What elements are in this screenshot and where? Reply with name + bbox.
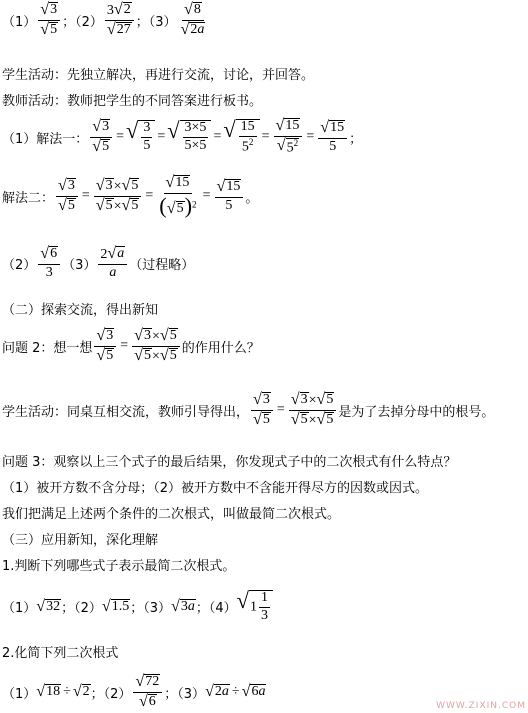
question2-prefix: 问题 2：想一想 <box>2 340 93 356</box>
method1-line: （1）解法一： √ 3 √ 5 = √ $\frac{3}{5}$ = √ $\frac{3\times 5}{5\times 5}$ = √ $\frac{15}{5^2}$ = √ 15 √ $5^2$ = √ 15 5 ； <box>2 117 363 156</box>
student-activity2-prefix: 学生活动：同桌互相交流，教师引导得出， <box>2 404 250 420</box>
ex2-label-2: ；（2） <box>90 686 132 702</box>
exercise1-items: （1） √ 32 ；（2） √ 1.5 ；（3） √ 3a ；（4） √ 1 $\frac{1}{3}$ <box>2 590 273 623</box>
method2-line: 解法二： √ 3 √ 5 = √ 3 × √ 5 √ 5 × √ 5 = √ 15 ( √ 5 )$^2$ = √ 15 5 。 <box>2 174 259 218</box>
ex1-label-1: （1） <box>2 601 37 617</box>
section3-title: （三）应用新知，深化理解 <box>2 533 159 548</box>
answers-line: （2） √ 6 3 （3） 2 √ a a （过程略） <box>2 245 195 280</box>
q1-label-3: ；（3） <box>135 14 177 30</box>
ex1-label-3: ；（3） <box>130 601 172 617</box>
answer-label-2: （2） <box>2 257 37 273</box>
answer-note: （过程略） <box>129 257 195 273</box>
method1-end: ； <box>349 131 363 147</box>
student-activity2-line: 学生活动：同桌互相交流，教师引导得出， √ 3 √ 5 = √ 3 × √ 5 √ 5 × √ 5 是为了去掉分母中的根号。 <box>2 391 495 428</box>
q1-label-1: （1） <box>2 14 37 30</box>
exercise2-title: 2.化简下列二次根式 <box>2 646 119 661</box>
ex1-label-4: ；（4） <box>195 601 237 617</box>
ex1-label-2: ；（2） <box>61 601 102 617</box>
question2-line: 问题 2：想一想 √ 3 √ 5 = √ 3 × √ 5 √ 5 × √ 5 的作用什么？ <box>2 327 260 364</box>
q1-label-2: ；（2） <box>62 14 103 30</box>
student-activity-text: 学生活动：先独立解决，再进行交流，讨论，并回答。 <box>2 68 315 83</box>
ex2-label-1: （1） <box>2 686 37 702</box>
student-activity2-suffix: 是为了去掉分母中的根号。 <box>338 404 495 420</box>
exercise1-title: 1.判断下列哪些式子表示最简二次根式。 <box>2 559 236 574</box>
ex2-label-3: ；（3） <box>164 686 206 702</box>
fraction-sqrt8-over-sqrt2a: √ 8 √ 2a <box>180 1 205 38</box>
teacher-activity-text: 教师活动：教师把学生的不同答案进行板书。 <box>2 94 263 109</box>
method2-end: 。 <box>245 190 259 206</box>
fraction-sqrt3-over-sqrt5: √ 3 √ 5 <box>38 2 60 38</box>
question2-suffix: 的作用什么？ <box>181 340 260 356</box>
method2-label: 解法二： <box>2 190 55 206</box>
method1-label: （1）解法一： <box>2 131 89 147</box>
question1-line <box>2 2 209 38</box>
fraction-3sqrt2-over-sqrt27: 3 √ 2 √ 27 <box>105 2 134 38</box>
watermark: WWW.ZIXIN.COM <box>436 701 526 711</box>
section2-title: （二）探索交流，得出新知 <box>2 303 159 318</box>
answer-label-3: （3） <box>62 257 97 273</box>
exercise2-items: （1） √ 18 ÷ √ 2 ；（2） √ 72 √ 6 ；（3） √ 2a ÷ √ 6a <box>2 673 266 710</box>
feature-text: （1）被开方数不含分母；（2）被开方数中不含能开得尽方的因数或因式。 <box>2 481 429 496</box>
definition-text: 我们把满足上述两个条件的二次根式，叫做最简二次根式。 <box>2 507 341 522</box>
question3-text: 问题 3：观察以上三个式子的最后结果，你发现式子中的二次根式有什么特点？ <box>2 455 457 470</box>
